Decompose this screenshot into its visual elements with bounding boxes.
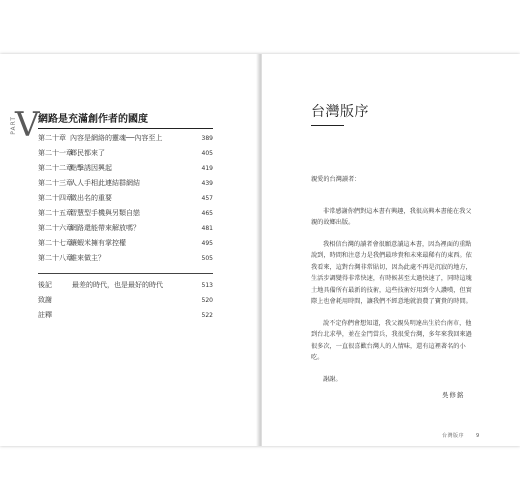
left-page-toc <box>0 54 258 446</box>
toc-chapter-number: 第二十三章 <box>38 179 73 187</box>
toc-page-number: 513 <box>201 282 213 289</box>
toc-chapter-title: 內容是網絡的靈魂──內容至上 <box>70 134 163 142</box>
preface-signature: 吳修銘 <box>442 391 465 399</box>
toc-chapter-title: 讓蝦米擁有掌控權 <box>70 239 126 247</box>
toc-chapter-title: 誰來做主？ <box>70 254 105 262</box>
preface-paragraph: 我相信台灣的讀者會很願意讀這本書，因為裡面的重點說到，時間和注意力是我們最珍貴和未來最稀有的東西。依我看來，這對台灣非常貼切，因為此處不再是沉寂的地方，生活步調變得非常快速，有時候甚至太過快速了，同時這塊土地具備所有最新的技術，這些技術好用到令人讚嘆，但實際上也會耗用時間，讓我們不經意地就浪費了寶貴的時間。 <box>311 240 472 305</box>
toc-row <box>38 148 213 163</box>
toc-back-label: 後記 <box>38 281 52 289</box>
toc-chapter-title: 點擊誘因興起 <box>70 164 112 172</box>
preface-title: 台灣版序 <box>311 101 344 126</box>
part-title: 網路是充滿創作者的國度 <box>38 110 213 129</box>
toc-page-number: 481 <box>201 225 213 232</box>
preface-closing: 謝謝。 <box>323 375 342 383</box>
toc-chapter-number: 第二十五章 <box>38 209 73 217</box>
toc-row <box>38 223 213 238</box>
toc-row <box>38 163 213 178</box>
toc-back-label: 致謝 <box>38 296 52 304</box>
right-page-preface <box>262 54 520 446</box>
preface-paragraph: 說不定你們會想知道，我父親吳明達出生於台南市，他到台北求學，並在金門當兵，我很愛台灣，多年來我回來過很多次，一直很喜歡台灣人的人情味，還有這裡著名的小吃。 <box>311 319 472 361</box>
toc-page-number: 457 <box>201 195 213 202</box>
toc-chapter-number: 第二十八章 <box>38 254 73 262</box>
preface-paragraph: 非常感謝你們對這本書有興趣，我很高興本書能在我父親的故鄉出版。 <box>311 207 472 226</box>
toc-back-matter-row <box>38 295 213 310</box>
table-of-contents <box>38 133 213 325</box>
toc-page-number: 419 <box>201 165 213 172</box>
part-label: PART <box>10 116 17 135</box>
toc-row <box>38 193 213 208</box>
toc-row <box>38 238 213 253</box>
toc-back-matter-row <box>38 310 213 325</box>
toc-chapter-number: 第二十四章 <box>38 194 73 202</box>
preface-salutation: 親愛的台灣讀者： <box>311 176 361 183</box>
toc-chapter-number: 第二十六章 <box>38 224 73 232</box>
toc-page-number: 505 <box>201 255 213 262</box>
toc-row <box>38 178 213 193</box>
toc-chapter-title: 智慧型手機與另類自戀 <box>70 209 140 217</box>
toc-chapter-title: 網路還能帶來解放嗎？ <box>70 224 140 232</box>
toc-page-number: 522 <box>201 312 213 319</box>
toc-chapter-number: 第二十一章 <box>38 149 73 157</box>
toc-page-number: 465 <box>201 210 213 217</box>
toc-back-matter-row <box>38 280 213 295</box>
toc-chapter-number: 第二十章 <box>38 134 66 142</box>
toc-divider <box>38 273 213 274</box>
toc-page-number: 520 <box>201 297 213 304</box>
toc-row <box>38 208 213 223</box>
preface-body <box>311 174 475 395</box>
toc-chapter-title: 人人手相此連結群網結 <box>70 179 140 187</box>
toc-chapter-number: 第二十二章 <box>38 164 73 172</box>
toc-page-number: 389 <box>201 135 213 142</box>
footer-page-number: 9 <box>476 433 480 439</box>
toc-page-number: 439 <box>201 180 213 187</box>
toc-page-number: 495 <box>201 240 213 247</box>
footer-section-label: 台灣版序 <box>442 433 465 439</box>
book-spread <box>0 54 520 446</box>
toc-page-number: 405 <box>201 150 213 157</box>
page-footer <box>442 432 480 439</box>
toc-back-label: 註釋 <box>38 311 52 319</box>
toc-chapter-title: 微出名的重要 <box>70 194 112 202</box>
part-number: V <box>15 105 40 145</box>
toc-chapter-number: 第二十七章 <box>38 239 73 247</box>
toc-row <box>38 133 213 148</box>
toc-chapter-title: 鄉民都來了 <box>70 149 105 157</box>
toc-back-title: 最差的時代，也是最好的時代 <box>72 281 163 289</box>
toc-row <box>38 253 213 268</box>
